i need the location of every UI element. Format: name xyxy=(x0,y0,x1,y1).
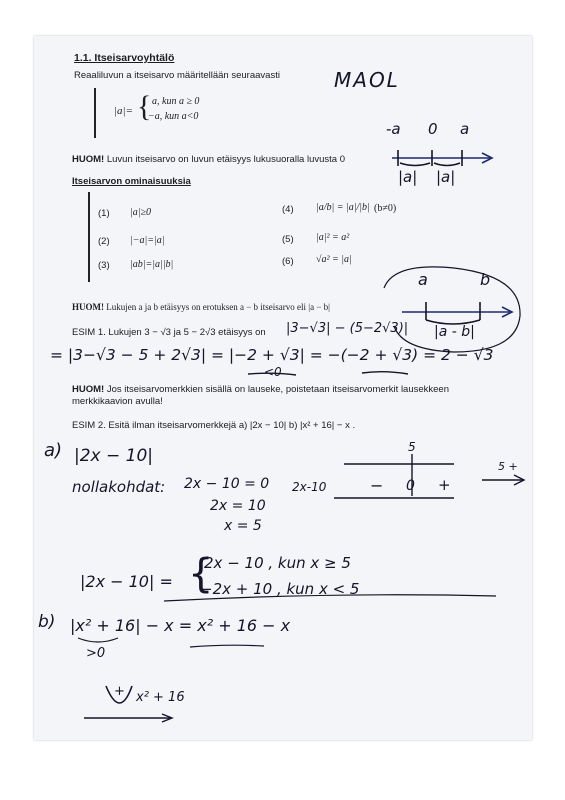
property-1-expr: |a|≥0 xyxy=(130,207,151,218)
definition-case1: a, kun a ≥ 0 xyxy=(152,96,200,107)
parabola-plus: + xyxy=(114,684,125,699)
piecewise-lhs: |2x − 10| = xyxy=(80,572,173,591)
property-3-num: (3) xyxy=(98,260,110,271)
definition-case2: −a, kun a<0 xyxy=(148,111,199,122)
property-1-num: (1) xyxy=(98,208,110,219)
sign-chart xyxy=(334,454,524,498)
property-4-num: (4) xyxy=(282,204,294,215)
property-6-expr: √a² = |a| xyxy=(316,254,352,265)
page-title: 1.1. Itseisarvoyhtälö xyxy=(74,52,175,64)
note-label: HUOM! xyxy=(72,384,105,395)
note-text: Lukujen a ja b etäisyys on erotuksen a − b itseisarvo eli |a − b| xyxy=(106,302,330,312)
numberline-1-label-a: a xyxy=(460,120,470,138)
properties-heading: Itseisarvon ominaisuuksia xyxy=(72,176,191,187)
numberline-1-dist-left: |a| xyxy=(398,168,418,186)
parabola-label: x² + 16 xyxy=(136,690,185,705)
part-b-label: b) xyxy=(38,612,56,632)
sign-chart-plus: + xyxy=(438,476,451,494)
zeros-label: nollakohdat: xyxy=(72,478,166,496)
part-a-abs: |2x − 10| xyxy=(74,446,154,466)
example-1-tail: |3−√3| − (5−2√3)| xyxy=(286,321,409,336)
numberline-2-distance: |a - b| xyxy=(434,324,475,340)
note-expression-line2: merkkikaavion avulla! xyxy=(72,396,163,407)
example-1-solution: = |3−√3 − 5 + 2√3| = |−2 + √3| = −(−2 + √3) = 2 − √3 xyxy=(50,346,494,364)
property-5-expr: |a|² = a² xyxy=(316,232,350,243)
example-1-sign-note: <0 xyxy=(264,365,282,379)
note-label: HUOM! xyxy=(72,302,104,312)
property-5-num: (5) xyxy=(282,234,294,245)
sign-chart-expr: 2x-10 xyxy=(292,480,327,494)
note-text: Luvun itseisarvo on luvun etäisyys lukusuoralla luvusta 0 xyxy=(106,154,346,165)
sign-chart-right: 5 + xyxy=(498,460,518,473)
example-2-text: ESIM 2. Esitä ilman itseisarvomerkkejä a) |2x − 10| b) |x² + 16| − x . xyxy=(72,420,356,431)
worksheet-page xyxy=(34,36,532,740)
property-2-num: (2) xyxy=(98,236,110,247)
definition-lhs: |a|= xyxy=(114,105,133,117)
property-3-expr: |ab|=|a||b| xyxy=(130,259,174,270)
property-6-num: (6) xyxy=(282,256,294,267)
numberline-1-label-zero: 0 xyxy=(428,120,438,138)
property-2-expr: |−a|=|a| xyxy=(130,235,165,246)
piecewise-brace: { xyxy=(188,551,214,597)
numberline-1-label-neg-a: -a xyxy=(386,120,401,138)
property-4-expr: |a/b| = |a|/|b| xyxy=(316,202,370,213)
part-b-sign-note: >0 xyxy=(86,646,106,661)
definition-brace: { xyxy=(137,90,152,123)
sign-chart-zero: 0 xyxy=(406,478,415,494)
number-line-1 xyxy=(392,150,492,166)
note-label: HUOM! xyxy=(72,154,105,165)
sign-chart-minus: − xyxy=(370,476,384,495)
numberline-2-label-a: a xyxy=(418,270,428,289)
zeros-eq-3: x = 5 xyxy=(224,518,262,534)
intro-text: Reaaliluvun a itseisarvo määritellään seuraavasti xyxy=(74,70,280,81)
example-1-text: ESIM 1. Lukujen 3 − √3 ja 5 − 2√3 etäisyys on xyxy=(72,327,266,338)
numberline-2-label-b: b xyxy=(480,270,491,289)
numberline-1-dist-right: |a| xyxy=(436,168,456,186)
part-b-expression: |x² + 16| − x = x² + 16 − x xyxy=(70,616,291,635)
piecewise-case-2: −2x + 10 , kun x < 5 xyxy=(200,580,360,598)
handwritten-maol: MAOL xyxy=(334,68,400,92)
piecewise-case-1: 2x − 10 , kun x ≥ 5 xyxy=(204,554,351,572)
zeros-eq-1: 2x − 10 = 0 xyxy=(184,476,270,492)
zeros-eq-2: 2x = 10 xyxy=(210,498,266,514)
sign-chart-point: 5 xyxy=(408,440,416,454)
note-text: Jos itseisarvomerkkien sisällä on lauseke, poistetaan itseisarvomerkit lausekkeen xyxy=(106,384,450,395)
property-4-condition: (b≠0) xyxy=(374,203,397,214)
part-a-label: a) xyxy=(44,440,63,461)
